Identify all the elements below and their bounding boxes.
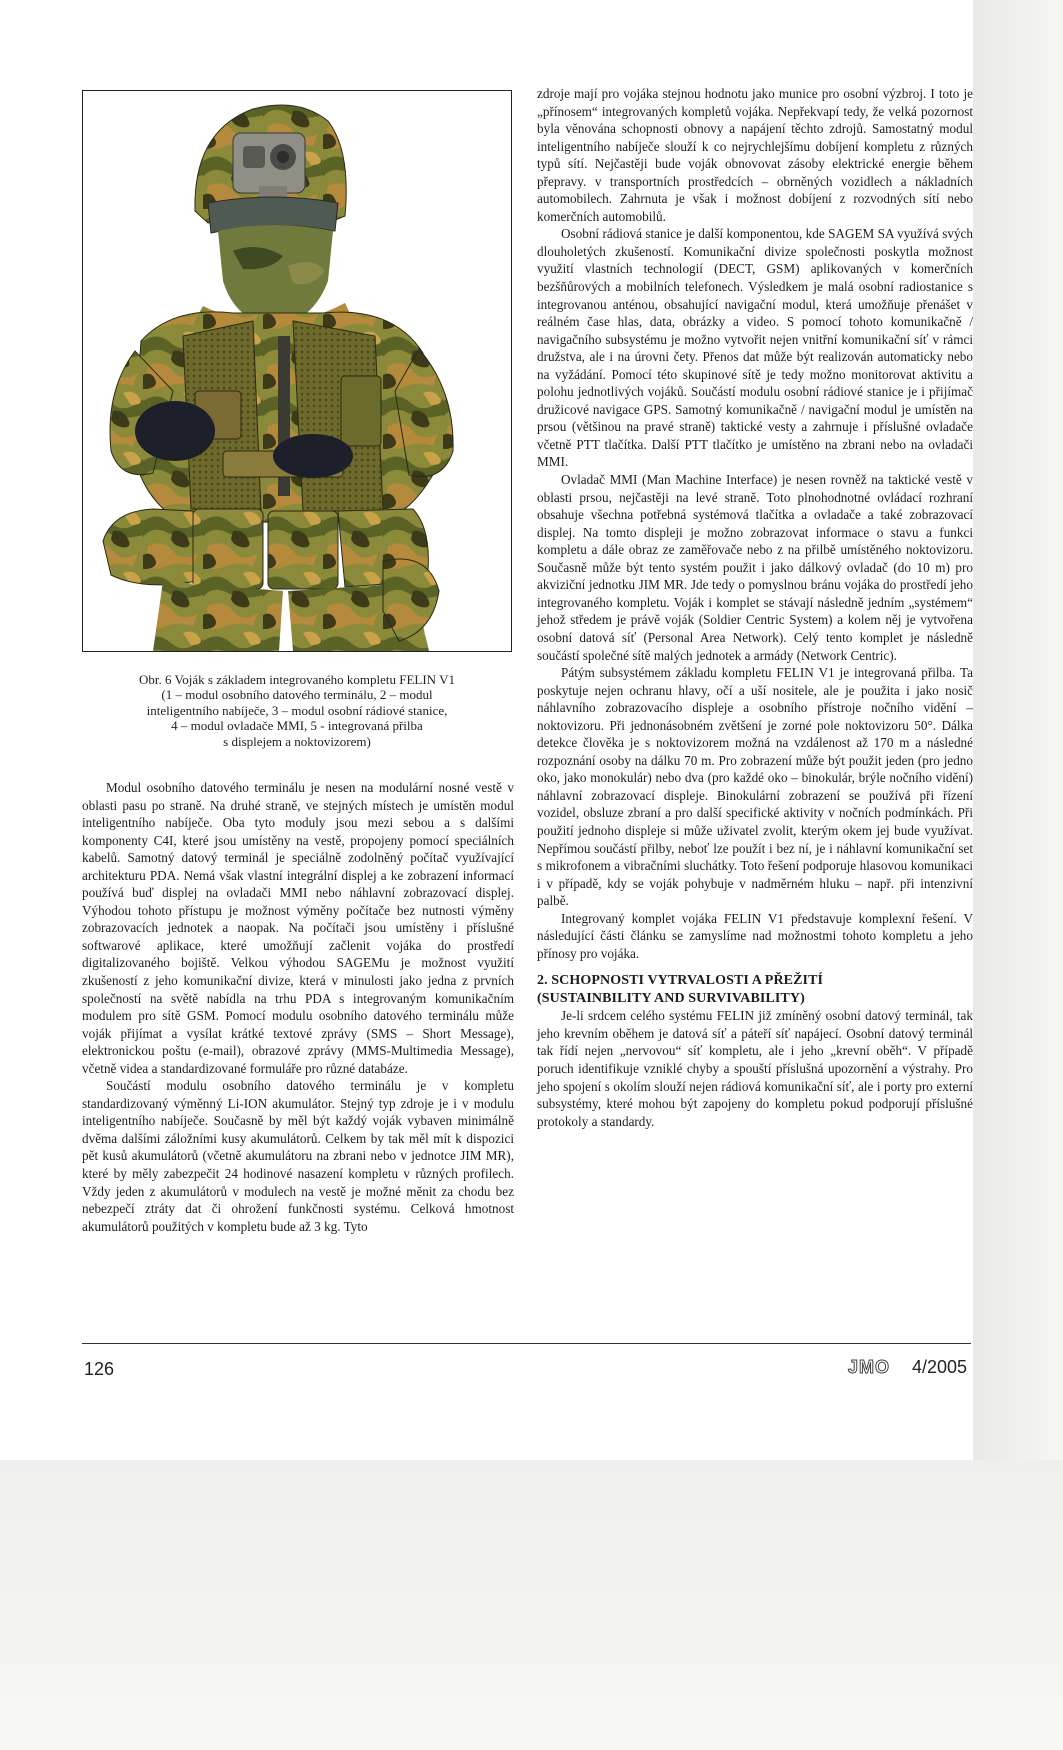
body-paragraph: Je-li srdcem celého systému FELIN již zmíněný osobní datový terminál, tak jeho krevním oběhem je datová síť a páteří síť napájecí. Osobní datový terminál tak řídí nejen „nervovou“ síť kompletu, ale i jeho „krevní oběh“. V případě poruch identifikuje vzniklé chyby a spouští příslušná upozornění a výstrahy. Pro jeho spojení s okolím slouží nejen rádiová komunikační síť, ale i porty pro externí subsystémy, které mohou být zapojeny do kompletu pokud podporují příslušné protokoly a standardy. [537, 1008, 973, 1129]
figure-caption [82, 672, 512, 749]
right-column [537, 85, 973, 1130]
body-paragraph: zdroje mají pro vojáka stejnou hodnotu jako munice pro osobní výzbroj. I toto je „přínosem“ integrovaných kompletů vojáka. Nepřekvapí tedy, že velká pozornost byla věnována schopnosti obnovy a napájení těchto zdrojů. Samostatný modul inteligentního nabíječe slouží k co nejrychlejšímu dobíjení kompletu z různých typů sítí. Nejčastěji bude voják obnovovat zásoby elektrické energie během přepravy. v transportních prostředcích – obrněných vozidlech a nákladních automobilech. Zahrnuta je však i možnost dobíjení z rozvodných sítí nebo komerčních automobilů. [537, 86, 973, 224]
journal-logo: JMO [848, 1357, 891, 1377]
caption-line: inteligentního nabíječe, 3 – modul osobní rádiové stanice, [146, 702, 448, 718]
body-paragraph: Součástí modulu osobního datového terminálu je v kompletu standardizovaný výměnný Li-ION akumulátor. Stejný typ zdroje je i v modulu inteligentního nabíječe. Současně by měl být každý voják vybaven minimálně dvěma dalšími záložními kusy akumulátorů. Celkem by tak měl mít k dispozici pět kusů akumulátorů (včetně akumulátoru na zbrani nebo v jednotce JIM MR), které by měly zabezpečit 24 hodinové nasazení kompletu v různých profilech. Vždy jeden z akumulátorů v modulech na vestě je možné měnit za chodu bez nebezpečí ztráty dat či ohrožení funkčnosti systému. Celková hmotnost akumulátorů použitých v kompletu bude až 3 kg. Tyto [82, 1078, 514, 1234]
body-paragraph: Modul osobního datového terminálu je nesen na modulární nosné vestě v oblasti pasu po straně. Na druhé straně, ve stejných místech je umístěn modul inteligentního nabíječe. Oba tyto moduly jsou mezi sebou a s dalšími komponenty C4I, které jsou umístěny na vestě, propojeny pomocí speciálních kabelů. Samotný datový terminál je speciálně zodolněný počítač využívající architekturu PDA. Nemá však vlastní integrální displej a ke zobrazení informací používá buď displej na ovladači MMI nebo náhlavní zobrazovací displej. Výhodou tohoto přístupu je možnost výměny počítače bez nutnosti výměny zobrazovacích jednotek a naopak. Na počítači jsou umístěny i příslušné softwarové aplikace, které umožňují začlenit vojáka do prostředí digitalizovaného bojiště. Velkou výhodou SAGEMu je možnost využití zkušeností z jeho komunikační divize, která v minulosti jako jedna z prvních společností na světě nabídla na trhu PDA s integrovaným komunikačním modulem pro sítě GSM. Pomocí modulu osobního datového terminálu může voják přijímat a vysílat krátké textové zprávy (SMS – Short Message), elektronickou poštu (e-mail), obrazové zprávy (MMS-Multimedia Message), včetně videa a standardizované formuláře pro různé databáze. [82, 780, 514, 1076]
section-heading-line: (SUSTAINBILITY AND SURVIVABILITY) [537, 990, 805, 1006]
body-paragraph: Pátým subsystémem základu kompletu FELIN V1 je integrovaná přilba. Ta poskytuje nejen ochranu hlavy, očí a uší nositele, ale je použita i jako nosič náhlavního zobrazovacího displeje a osobního přístroje nočního vidění – noktovizoru. Při jednonásobném zvětšení je zorné pole noktovizoru 50°. Dálka detekce člověka je s noktovizorem možná na vzdálenost až 170 m a následné rozpoznání osoby na dálku 70 m. Pro zobrazení může být použit jeden (pro jedno oko, jako monokulár) nebo dva (pro každé oko – binokulár, brýle nočního vidění) náhlavní zobrazovací displeje. Binokulární zobrazení se používá při řízení vozidel, obsluze zbraní a pro další specifické aktivity v nočních podmínkách. Při použití jednoho displeje si může uživatel zvolit, kterým okem jej bude využívat. Nepřímou součástí přilby, neboť lze použít i bez ní, je i náhlavní komunikační set s mikrofonem a vibračními sluchátky. Toto řešení podporuje hlasovou komunikaci i v případě, kdy se voják pohybuje v nadměrném hluku – např. při intenzivní palbě. [537, 665, 973, 909]
camouflaged-soldier-photo [83, 91, 511, 651]
caption-line: (1 – modul osobního datového terminálu, 2 – modul [161, 687, 433, 703]
scan-background [0, 1460, 1063, 1750]
section-heading-line: 2. SCHOPNOSTI VYTRVALOSTI A PŘEŽITÍ [537, 973, 824, 989]
page-number: 126 [84, 1359, 115, 1379]
caption-line: s displejem a noktovizorem) [223, 733, 371, 749]
section-heading [537, 972, 973, 1007]
issue-number: 4/2005 [912, 1357, 968, 1377]
body-paragraph: Ovladač MMI (Man Machine Interface) je nesen rovněž na taktické vestě v oblasti prsou, nejčastěji na levé straně. Toto plnohodnotné ovládací rozhraní obsahuje všechna potřebná systémová tlačítka a ovladače a také zobrazovací displej. Na tomto displeji je možno zobrazovat informace o stavu a funkci kompletu a dále obraz ze zaměřovače nebo z na přilbě umístěného noktovizoru. Současně může být tento systém použit i jako dálkový ovladač (do 10 m) pro akviziční jednotku JIM MR. Jde tedy o pomyslnou bránu vojáka do prostředí jeho integrovaného kompletu. Voják i komplet se stávají následně jedním „systémem“ jehož středem je právě voják (Soldier Centric System) a kolem něj je vytvořena osobní datová síť (Personal Area Network). Celý tento komplet je následně součástí společné sítě malých jednotek a armády (Network Centric). [537, 472, 973, 663]
caption-line: Obr. 6 Voják s základem integrovaného kompletu FELIN V1 [139, 672, 455, 687]
left-column [82, 779, 514, 1235]
body-paragraph: Osobní rádiová stanice je další komponentou, kde SAGEM SA využívá svých dlouholetých zkušeností. Komunikační divize společnosti poskytla možnost využití vlastních technologií (DECT, GSM) aplikovaných v komerčních bezšňůrových a mobilních telefonech. Výsledkem je malá osobní radiostanice s integrovanou anténou, obsahující navigační modul, která umožňuje přenášet v reálném čase hlas, data, obrázky a video. S pomocí tohoto komunikačně / navigačního subsystému je možno vytvořit nejen vnitřní komunikační síť v rámci družstva, ale i na úrovni čety. Přenos dat může být realizován automaticky nebo na vyžádání. Pomocí této skupinové sítě je tedy možno monitorovat aktivitu a polohu jednotlivých vojáků. Součástí modulu osobní rádiové stanice je i přijímač družicové navigace GPS. Samotný komunikačně / navigační modul je umístěn na prsou (většinou na pravé straně) taktické vesty a zahrnuje i příslušné ovladače včetně PTT tlačítka. Další PTT tlačítko je umístěno na zbrani nebo na ovladači MMI. [537, 226, 973, 470]
figure-frame [82, 90, 512, 652]
caption-line: 4 – modul ovladače MMI, 5 - integrovaná přilba [171, 718, 423, 734]
footer-rule [82, 1343, 971, 1344]
scan-edge [973, 0, 1063, 1460]
body-paragraph: Integrovaný komplet vojáka FELIN V1 představuje komplexní řešení. V následující části článku se zamyslíme nad možnostmi tohoto kompletu a jeho přínosy pro vojáka. [537, 910, 973, 961]
